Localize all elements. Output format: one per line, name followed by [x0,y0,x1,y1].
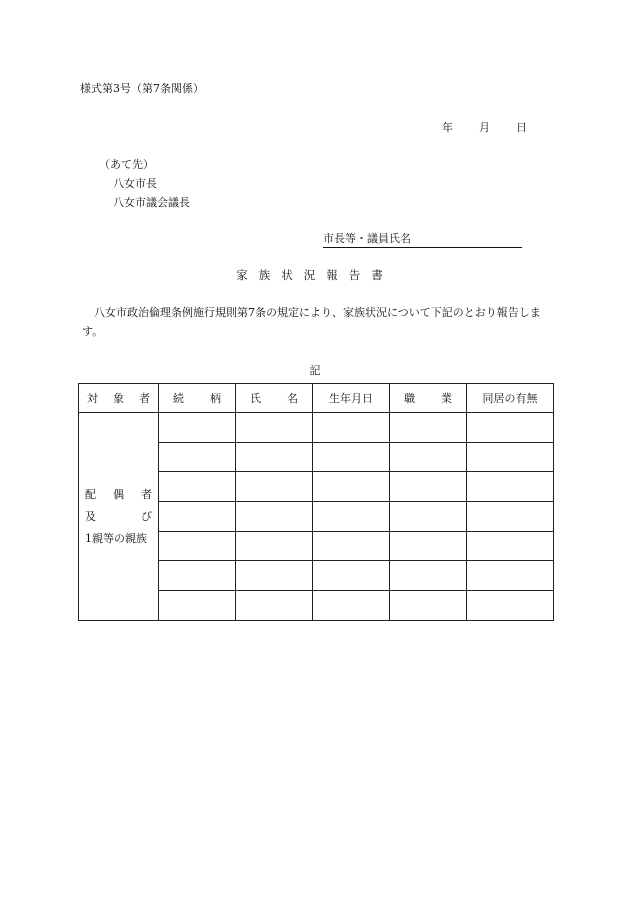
table-cell[interactable] [236,442,313,472]
table-cell[interactable] [390,531,467,561]
table-cell[interactable] [159,591,236,621]
family-table [78,383,554,621]
header-target [79,384,159,413]
row-label-line1: 配 偶 者 [85,487,152,501]
header-name [236,384,313,413]
table-row [79,413,554,443]
form-number: 様式第3号（第7条関係） [80,82,204,95]
row-label-line3: 1親等の親族 [85,531,147,545]
table-cell[interactable] [467,502,554,532]
body-text: 八女市政治倫理条例施行規則第7条の規定により、家族状況について下記のとおり報告します。 [82,306,541,338]
header-relationship [159,384,236,413]
addressee-council-chair: 八女市議会議長 [113,196,190,209]
table-cell[interactable] [390,413,467,443]
addressee-heading: （あて先） [99,158,154,171]
table-cell[interactable] [159,531,236,561]
table-cell[interactable] [159,561,236,591]
table-cell[interactable] [236,472,313,502]
date-month: 月 [479,121,490,134]
table-cell[interactable] [467,531,554,561]
header-label: 氏 名 [250,392,298,405]
header-label: 続 柄 [173,392,221,405]
header-cohabitation: 同居の有無 [467,384,554,413]
table-cell[interactable] [390,472,467,502]
table-cell[interactable] [313,472,390,502]
ki-label: 記 [309,364,321,377]
table-cell[interactable] [159,442,236,472]
table-cell[interactable] [313,502,390,532]
table-cell[interactable] [236,502,313,532]
row-label-line2: 及 び [85,509,152,523]
table-cell[interactable] [313,591,390,621]
table-cell[interactable] [390,502,467,532]
table-cell[interactable] [313,413,390,443]
table-cell[interactable] [313,531,390,561]
table-cell[interactable] [467,472,554,502]
table-cell[interactable] [390,561,467,591]
date-day: 日 [516,121,527,134]
date-year: 年 [442,121,453,134]
addressee-mayor: 八女市長 [113,177,157,190]
table-header-row [79,384,554,413]
table-cell[interactable] [236,561,313,591]
table-cell[interactable] [467,442,554,472]
table-cell[interactable] [467,561,554,591]
document-title: 家族状況報告書 [236,268,394,282]
table-cell[interactable] [313,442,390,472]
table-cell[interactable] [313,561,390,591]
table-cell[interactable] [390,591,467,621]
header-label: 対 象 者 [87,392,150,405]
table-cell[interactable] [236,591,313,621]
header-label: 職 業 [404,392,452,405]
table-cell[interactable] [236,413,313,443]
table-cell[interactable] [159,413,236,443]
row-label-cell [79,413,159,621]
table-cell[interactable] [467,591,554,621]
table-cell[interactable] [159,472,236,502]
header-occupation [390,384,467,413]
table-cell[interactable] [159,502,236,532]
table-cell[interactable] [236,531,313,561]
reporter-name-line [323,230,522,248]
header-birthdate: 生年月日 [313,384,390,413]
table-cell[interactable] [467,413,554,443]
table-cell[interactable] [390,442,467,472]
reporter-label: 市長等・議員氏名 [323,232,411,245]
date-line [442,119,527,135]
